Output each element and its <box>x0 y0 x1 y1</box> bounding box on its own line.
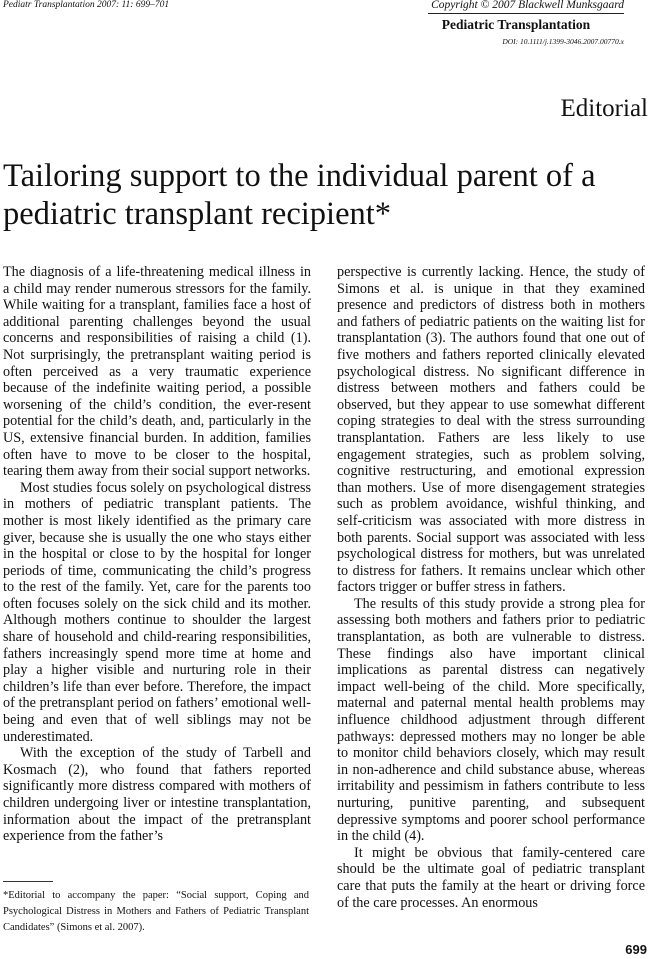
copyright-notice: Copyright © 2007 Blackwell Munksgaard <box>431 0 624 11</box>
paragraph: The results of this study provide a strong plea for assessing both mothers and fathers prior to pediatric transplantation, as both are vulnerable to distress. These findings also have important clinical implications as parental distress can negatively impact well-being of the child. More specifically, maternal and paternal mental health problems may influence childhood adjustment through different pathways: depressed mothers may no longer be able to monitor child behaviors closely, which may result in non-adherence and child substance abuse, whereas irritability and pessimism in fathers contribute to less nurturing, punitive parenting, and subsequent depressive symptoms and poorer school performance in the child (4). <box>337 595 645 845</box>
body-column-right <box>337 264 645 939</box>
paragraph: It might be obvious that family-centered care should be the ultimate goal of pediatric transplant care that puts the family at the heart or driving force of the care processes. An enormous <box>337 844 645 911</box>
header-rule <box>428 13 624 14</box>
article-title: Tailoring support to the individual parent of a pediatric transplant recipient* <box>3 158 596 232</box>
doi-link[interactable]: DOI: 10.1111/j.1399-3046.2007.00770.x <box>502 37 624 46</box>
paragraph: perspective is currently lacking. Hence, the study of Simons et al. is unique in that they examined presence and predictors of distress both in mothers and fathers of pediatric patients on the waiting list for transplantation (3). The authors found that one out of five mothers and fathers reported clinically elevated psychological distress. No significant difference in distress between mothers and fathers could be observed, but they appear to use somewhat different coping strategies to deal with the stress surrounding transplantation. Fathers are less likely to use engagement strategies, such as problem solving, cognitive restructuring, and emotional expression than mothers. Use of more disengagement strategies such as problem avoidance, wishful thinking, and self-criticism was associated with more distress in both parents. Social support was associated with less psychological distress for mothers, but was unrelated to distress for fathers. It remains unclear which other factors trigger or buffer stress in fathers. <box>337 264 645 596</box>
section-label: Editorial <box>560 95 648 122</box>
footnote: *Editorial to accompany the paper: “Social support, Coping and Psychological Distress in Mothers and Fathers of Pediatric Transplant Candidates” (Simons et al. 2007). <box>3 890 309 933</box>
paragraph: With the exception of the study of Tarbell and Kosmach (2), who found that fathers reported significantly more distress compared with mothers of children undergoing liver or intestine transplantation, information about the impact of the pretransplant experience from the father’s <box>3 745 311 845</box>
body-column-left <box>3 264 311 886</box>
journal-header-block <box>428 0 624 46</box>
paragraph: Most studies focus solely on psychological distress in mothers of pediatric transplant patients. The mother is most likely identified as the primary care giver, because she is usually the one who stays either in the hospital or close to by the hospital for longer periods of time, communicating the child’s progress to the rest of the family. Yet, care for the parents too often focuses solely on the sick child and its mother. Although mothers continue to shoulder the largest share of household and child-rearing responsibilities, fathers increasingly spend more time at home and play a higher visible and nurturing role in their children’s life than ever before. Therefore, the impact of the pretransplant period on fathers’ emotional well-being and even that of well siblings may not be underestimated. <box>3 479 311 745</box>
paragraph: The diagnosis of a life-threatening medical illness in a child may render numerous stressors for the family. While waiting for a transplant, families face a host of additional parenting challenges beyond the usual concerns and responsibilities of raising a child (1). Not surprisingly, the pretransplant waiting period is often perceived as a very traumatic experience because of the indefinite waiting period, a possible worsening of the child’s condition, the ever-resent potential for the child’s death, and, particularly in the US, extensive financial burden. In addition, families often have to move to be closer to the hospital, tearing them away from their social support networks. <box>3 264 311 480</box>
journal-citation: Pediatr Transplantation 2007: 11: 699–701 <box>3 0 170 10</box>
page-number: 699 <box>625 942 647 957</box>
footnote-rule <box>3 881 53 882</box>
journal-title: Pediatric Transplantation <box>441 17 591 32</box>
